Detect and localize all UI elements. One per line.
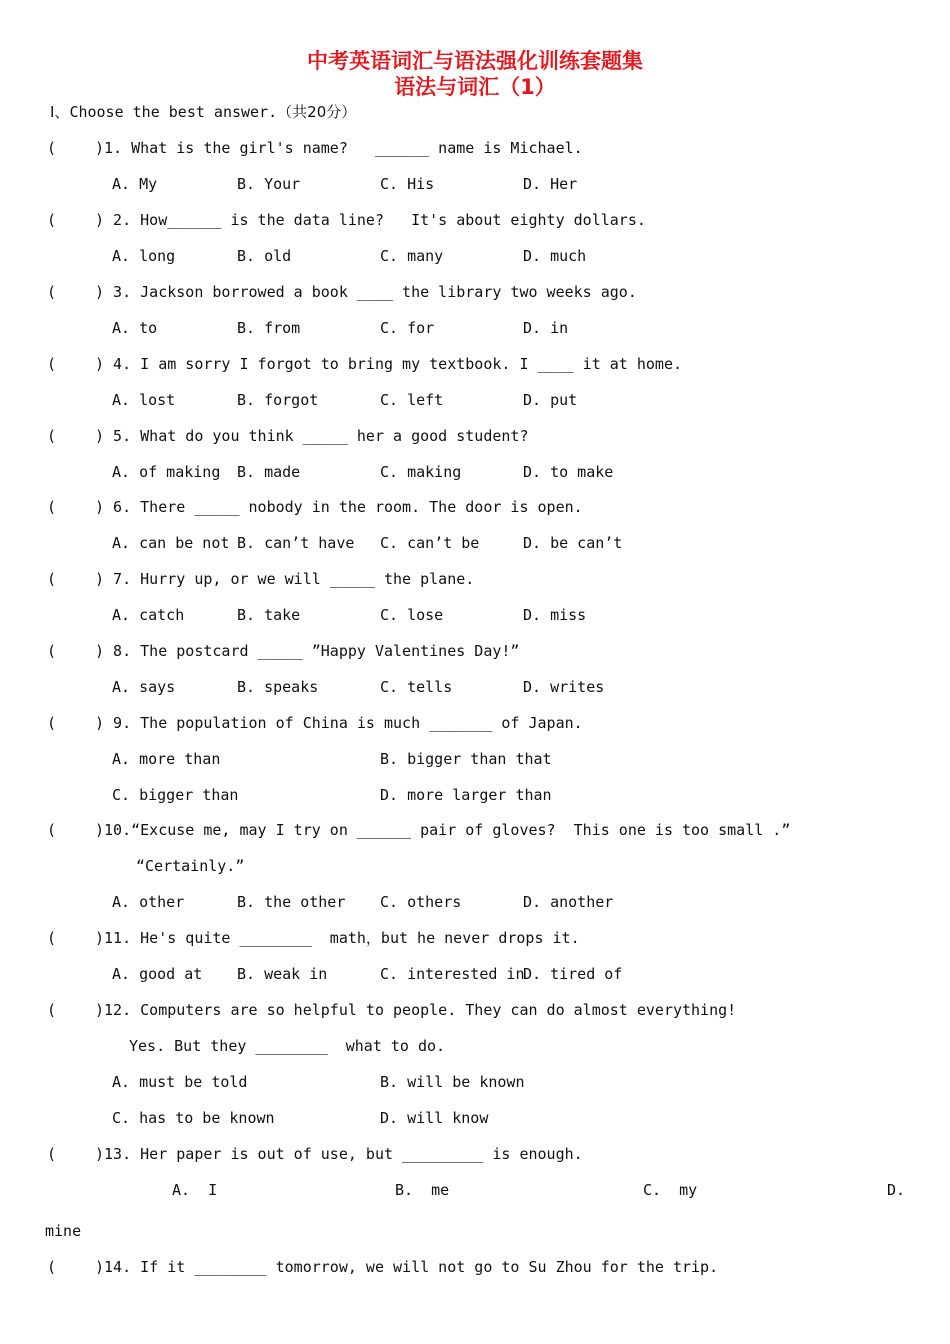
option: mine [45,1222,82,1240]
option: A. must be told [112,1073,248,1091]
question-stem: )14. If it ________ tomorrow, we will not go to Su Zhou for the trip. [95,1258,719,1276]
option: D. to make [523,463,614,481]
option: A. long [112,247,176,265]
option: A. can be not [112,534,230,552]
option: A. good at [112,965,203,983]
option: A. more than [112,750,221,768]
option: D. miss [523,606,587,624]
answer-blank-open: ( [47,714,57,732]
answer-blank-open: ( [47,570,57,588]
section-numeral: Ⅰ、 [50,103,70,121]
option: C. bigger than [112,786,239,804]
option: B. the other [237,893,346,911]
option: D. another [523,893,614,911]
option: B. will be known [380,1073,525,1091]
question-stem: ) 2. How______ is the data line? It's about eighty dollars. [95,211,646,229]
question-stem: )13. Her paper is out of use, but _________ is enough. [95,1145,583,1163]
option: B. forgot [237,391,319,409]
option: B. take [237,606,301,624]
question-stem: )12. Computers are so helpful to people. They can do almost everything! [95,1001,737,1019]
option: C. my [643,1181,698,1199]
option: D. [887,1181,906,1199]
option: C. making [380,463,462,481]
answer-blank-open: ( [47,283,57,301]
option: D. in [523,319,569,337]
answer-blank-open: ( [47,929,57,947]
option: C. many [380,247,444,265]
question-stem: ) 4. I am sorry I forgot to bring my textbook. I ____ it at home. [95,355,682,373]
document-title: 中考英语词汇与语法强化训练套题集 [307,49,643,73]
answer-blank-open: ( [47,427,57,445]
option: B. can’t have [237,534,355,552]
option: C. has to be known [112,1109,275,1127]
option: A. lost [112,391,176,409]
option: A. of making [112,463,221,481]
question-stem: ) 6. There _____ nobody in the room. The door is open. [95,498,583,516]
question-stem: )10.“Excuse me, may I try on ______ pair of gloves? This one is too small .” [95,821,791,839]
question-stem: ) 3. Jackson borrowed a book ____ the library two weeks ago. [95,283,637,301]
option: D. much [523,247,587,265]
option: C. left [380,391,444,409]
option: A. catch [112,606,185,624]
option: B. me [395,1181,450,1199]
question-stem-continued: “Certainly.” [136,857,245,875]
option: B. speaks [237,678,319,696]
answer-blank-open: ( [47,821,57,839]
option: A. says [112,678,176,696]
option: B. Your [237,175,301,193]
answer-blank-open: ( [47,1001,57,1019]
option: B. old [237,247,292,265]
option: A. My [112,175,158,193]
option: B. weak in [237,965,328,983]
option: C. His [380,175,435,193]
document-subtitle: 语法与词汇（1） [394,75,556,99]
option: D. put [523,391,578,409]
option: C. interested in [380,965,525,983]
option: C. for [380,319,435,337]
option: D. be can’t [523,534,623,552]
option: A. I [172,1181,218,1199]
option: D. will know [380,1109,489,1127]
question-stem: )1. What is the girl's name? ______ name is Michael. [95,139,583,157]
answer-blank-open: ( [47,139,57,157]
option: C. lose [380,606,444,624]
option: C. can’t be [380,534,480,552]
option: B. bigger than that [380,750,552,768]
option: D. tired of [523,965,623,983]
option: A. to [112,319,158,337]
section-heading [50,100,356,124]
answer-blank-open: ( [47,355,57,373]
answer-blank-open: ( [47,498,57,516]
answer-blank-open: ( [47,1145,57,1163]
question-stem: ) 8. The postcard _____ ”Happy Valentines Day!” [95,642,520,660]
option: D. Her [523,175,578,193]
answer-blank-open: ( [47,211,57,229]
question-stem: ) 9. The population of China is much _______ of Japan. [95,714,583,732]
option: C. others [380,893,462,911]
answer-blank-open: ( [47,1258,57,1276]
section-label: Choose the best answer. [69,103,278,121]
option: B. made [237,463,301,481]
option: C. tells [380,678,453,696]
option: B. from [237,319,301,337]
question-stem-continued: Yes. But they ________ what to do. [129,1037,446,1055]
option: A. other [112,893,185,911]
question-stem: ) 5. What do you think _____ her a good student? [95,427,529,445]
answer-blank-open: ( [47,642,57,660]
section-points: （共20分） [277,103,357,121]
question-stem: ) 7. Hurry up, or we will _____ the plane. [95,570,475,588]
option: D. more larger than [380,786,552,804]
option: D. writes [523,678,605,696]
question-stem: )11. He's quite ________ math，but he never drops it. [95,929,580,947]
